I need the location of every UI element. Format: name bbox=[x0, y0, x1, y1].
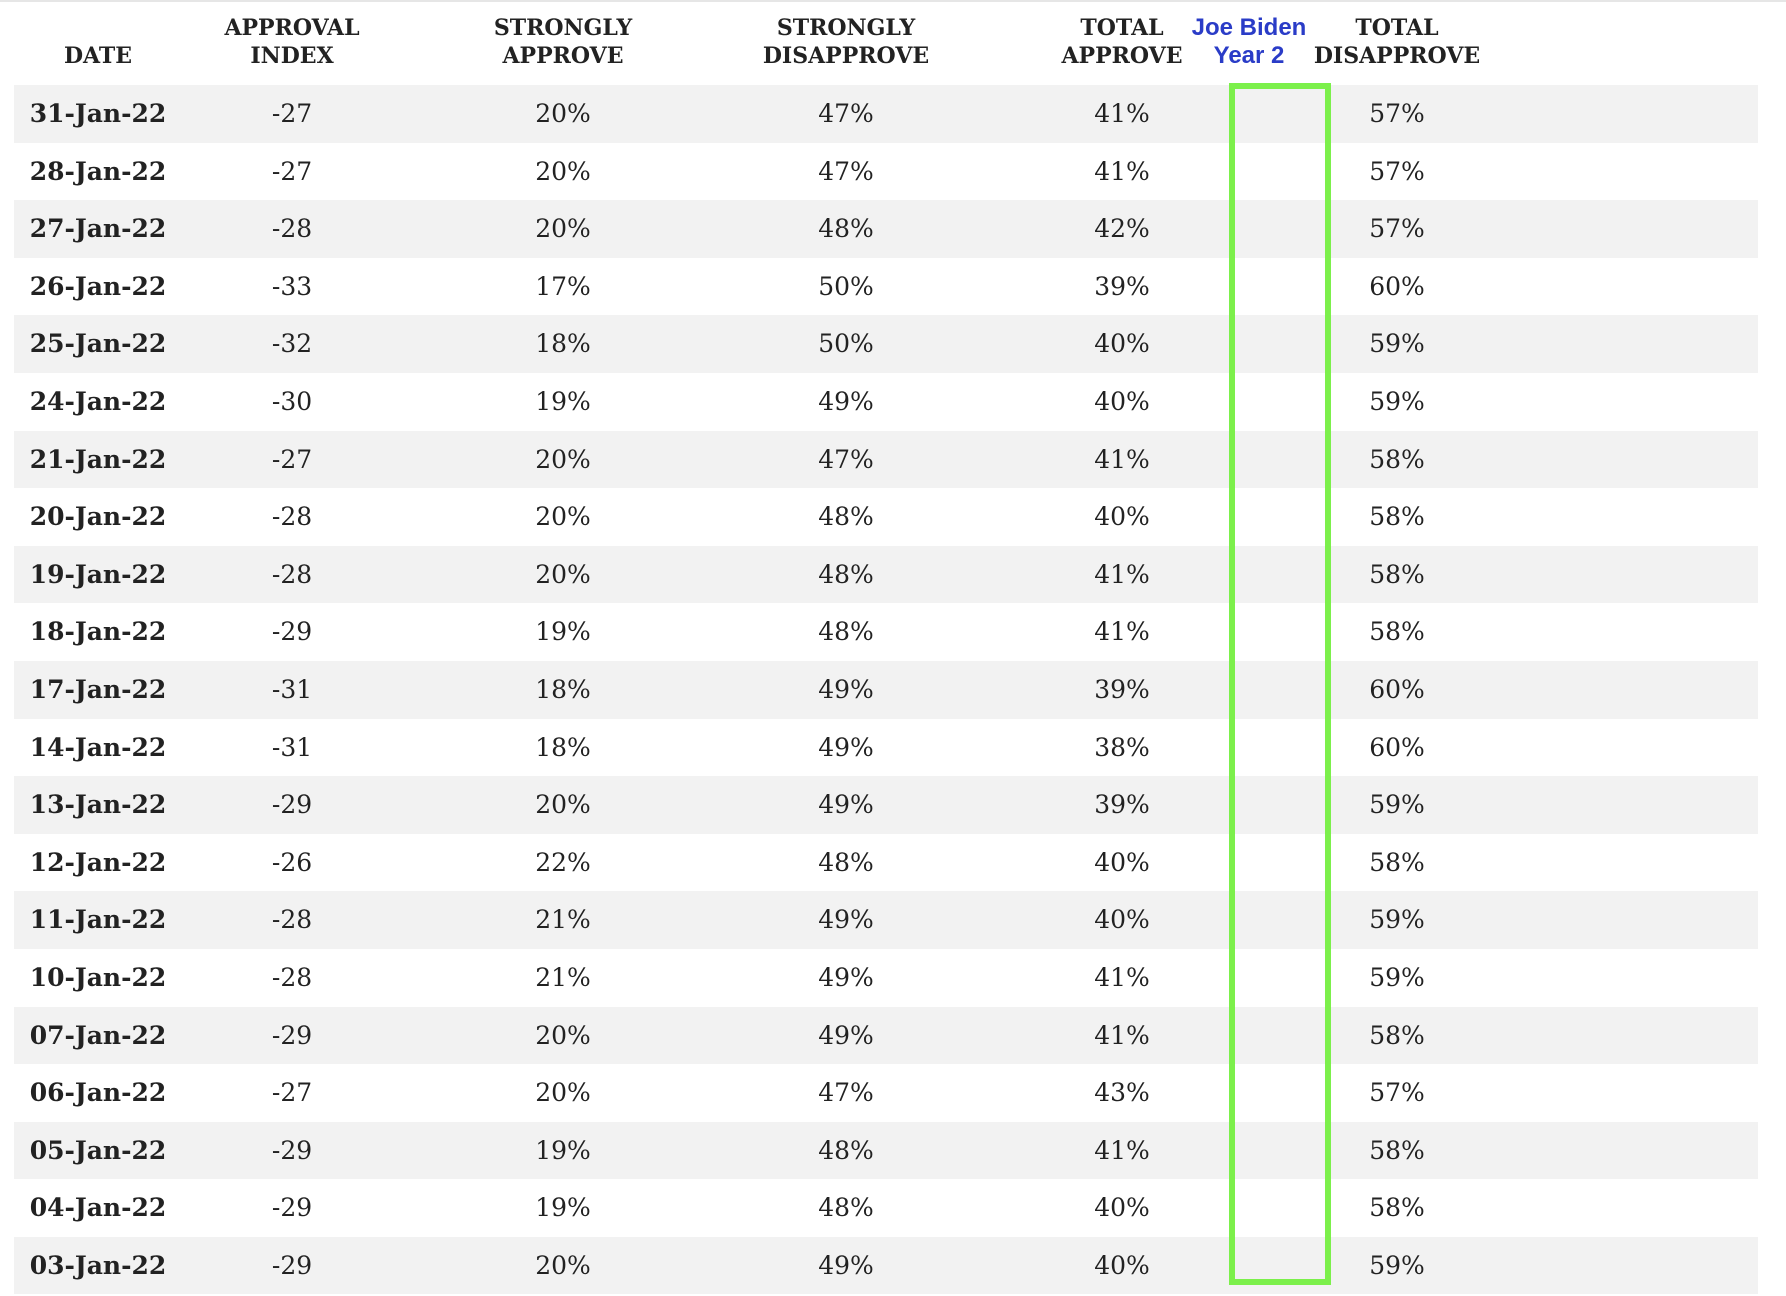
cell-total-approve: 42% bbox=[1094, 214, 1150, 244]
column-header-line: DATE bbox=[63, 43, 133, 69]
cell-date: 13-Jan-22 bbox=[29, 790, 167, 820]
column-header-total-disapprove bbox=[1314, 14, 1480, 70]
column-header-line: STRONGLY bbox=[493, 15, 633, 41]
cell-strongly-approve: 20% bbox=[535, 790, 591, 820]
cell-strongly-disapprove: 48% bbox=[818, 502, 874, 532]
cell-total-disapprove: 58% bbox=[1369, 1020, 1425, 1050]
cell-total-disapprove: 59% bbox=[1369, 1250, 1425, 1280]
cell-strongly-approve: 18% bbox=[535, 674, 591, 704]
cell-index: -26 bbox=[271, 847, 313, 877]
cell-strongly-disapprove: 48% bbox=[818, 1135, 874, 1165]
cell-strongly-disapprove: 48% bbox=[818, 559, 874, 589]
cell-index: -28 bbox=[271, 214, 313, 244]
cell-index: -33 bbox=[271, 271, 313, 301]
cell-strongly-disapprove: 48% bbox=[818, 1193, 874, 1223]
table-row bbox=[14, 603, 1758, 661]
cell-strongly-disapprove: 49% bbox=[818, 962, 874, 992]
cell-date: 04-Jan-22 bbox=[29, 1193, 167, 1223]
cell-strongly-disapprove: 49% bbox=[818, 1020, 874, 1050]
cell-index: -28 bbox=[271, 962, 313, 992]
cell-total-disapprove: 59% bbox=[1369, 905, 1425, 935]
cell-total-approve: 40% bbox=[1094, 386, 1150, 416]
table-row bbox=[14, 1179, 1758, 1237]
cell-strongly-disapprove: 50% bbox=[818, 271, 874, 301]
cell-strongly-disapprove: 49% bbox=[818, 732, 874, 762]
cell-total-disapprove: 57% bbox=[1369, 1078, 1425, 1108]
cell-index: -27 bbox=[271, 1078, 313, 1108]
column-header-index bbox=[224, 14, 359, 70]
cell-index: -31 bbox=[271, 732, 313, 762]
table-row bbox=[14, 488, 1758, 546]
cell-strongly-disapprove: 48% bbox=[818, 847, 874, 877]
cell-total-disapprove: 58% bbox=[1369, 617, 1425, 647]
cell-date: 06-Jan-22 bbox=[29, 1078, 167, 1108]
table-row bbox=[14, 373, 1758, 431]
cell-total-approve: 41% bbox=[1094, 1135, 1150, 1165]
cell-strongly-disapprove: 47% bbox=[818, 1078, 874, 1108]
cell-total-disapprove: 57% bbox=[1369, 99, 1425, 128]
cell-total-disapprove: 60% bbox=[1369, 732, 1425, 762]
table-body bbox=[14, 85, 1758, 1294]
cell-strongly-approve: 19% bbox=[535, 1135, 591, 1165]
table-row bbox=[14, 834, 1758, 892]
cell-strongly-approve: 19% bbox=[535, 386, 591, 416]
table-row bbox=[14, 315, 1758, 373]
cell-strongly-disapprove: 50% bbox=[818, 329, 874, 359]
cell-date: 27-Jan-22 bbox=[29, 214, 167, 244]
column-header-line: Year 2 bbox=[1213, 42, 1285, 69]
cell-strongly-approve: 19% bbox=[535, 617, 591, 647]
cell-strongly-disapprove: 49% bbox=[818, 674, 874, 704]
cell-index: -27 bbox=[271, 99, 313, 128]
cell-total-approve: 38% bbox=[1094, 732, 1150, 762]
cell-date: 28-Jan-22 bbox=[29, 156, 167, 186]
cell-date: 03-Jan-22 bbox=[29, 1250, 167, 1280]
column-header-strongly-disapprove bbox=[763, 14, 929, 70]
cell-date: 17-Jan-22 bbox=[29, 674, 167, 704]
cell-date: 14-Jan-22 bbox=[29, 732, 167, 762]
cell-total-approve: 41% bbox=[1094, 962, 1150, 992]
column-header-line: TOTAL bbox=[1080, 15, 1164, 41]
cell-total-disapprove: 58% bbox=[1369, 1135, 1425, 1165]
cell-date: 18-Jan-22 bbox=[29, 617, 167, 647]
cell-strongly-disapprove: 49% bbox=[818, 386, 874, 416]
cell-date: 24-Jan-22 bbox=[29, 386, 167, 416]
cell-strongly-approve: 17% bbox=[535, 271, 591, 301]
cell-total-disapprove: 58% bbox=[1369, 847, 1425, 877]
cell-index: -29 bbox=[271, 1020, 313, 1050]
cell-strongly-disapprove: 48% bbox=[818, 617, 874, 647]
cell-date: 05-Jan-22 bbox=[29, 1135, 167, 1165]
cell-strongly-disapprove: 49% bbox=[818, 790, 874, 820]
cell-strongly-disapprove: 49% bbox=[818, 905, 874, 935]
cell-total-disapprove: 60% bbox=[1369, 674, 1425, 704]
cell-index: -28 bbox=[271, 559, 313, 589]
cell-total-approve: 41% bbox=[1094, 444, 1150, 474]
cell-strongly-approve: 20% bbox=[535, 1020, 591, 1050]
column-header-brand[interactable] bbox=[1192, 14, 1307, 70]
cell-strongly-approve: 20% bbox=[535, 1250, 591, 1280]
column-header-line: Joe Biden bbox=[1191, 14, 1307, 41]
table-row bbox=[14, 1064, 1758, 1122]
cell-strongly-approve: 20% bbox=[535, 444, 591, 474]
cell-total-disapprove: 59% bbox=[1369, 329, 1425, 359]
column-header-line: APPROVE bbox=[1061, 43, 1183, 69]
cell-strongly-approve: 20% bbox=[535, 502, 591, 532]
column-header-line: APPROVE bbox=[502, 43, 624, 69]
table-row bbox=[14, 85, 1758, 143]
table-row bbox=[14, 776, 1758, 834]
column-header-line: DISAPPROVE bbox=[1313, 43, 1481, 69]
table-row bbox=[14, 1007, 1758, 1065]
cell-index: -29 bbox=[271, 1250, 313, 1280]
cell-strongly-approve: 21% bbox=[535, 905, 591, 935]
cell-total-approve: 41% bbox=[1094, 617, 1150, 647]
cell-index: -27 bbox=[271, 156, 313, 186]
cell-total-approve: 40% bbox=[1094, 905, 1150, 935]
cell-total-approve: 39% bbox=[1094, 674, 1150, 704]
cell-index: -29 bbox=[271, 617, 313, 647]
cell-total-approve: 41% bbox=[1094, 559, 1150, 589]
cell-index: -31 bbox=[271, 674, 313, 704]
column-header-total-approve bbox=[1061, 14, 1182, 70]
cell-total-approve: 40% bbox=[1094, 847, 1150, 877]
cell-date: 25-Jan-22 bbox=[29, 329, 167, 359]
table-header bbox=[14, 2, 1758, 84]
cell-total-approve: 40% bbox=[1094, 329, 1150, 359]
cell-strongly-approve: 18% bbox=[535, 329, 591, 359]
cell-date: 31-Jan-22 bbox=[29, 99, 167, 128]
cell-strongly-disapprove: 47% bbox=[818, 156, 874, 186]
table-row bbox=[14, 431, 1758, 489]
cell-index: -30 bbox=[271, 386, 313, 416]
cell-date: 21-Jan-22 bbox=[29, 444, 167, 474]
cell-strongly-approve: 18% bbox=[535, 732, 591, 762]
cell-date: 10-Jan-22 bbox=[29, 962, 167, 992]
cell-index: -32 bbox=[271, 329, 313, 359]
table-row bbox=[14, 1122, 1758, 1180]
cell-total-approve: 41% bbox=[1094, 156, 1150, 186]
cell-index: -29 bbox=[271, 1193, 313, 1223]
table-row bbox=[14, 200, 1758, 258]
cell-total-disapprove: 58% bbox=[1369, 502, 1425, 532]
cell-total-disapprove: 58% bbox=[1369, 559, 1425, 589]
cell-index: -29 bbox=[271, 1135, 313, 1165]
table-row bbox=[14, 143, 1758, 201]
table-row bbox=[14, 258, 1758, 316]
table-row bbox=[14, 546, 1758, 604]
cell-total-disapprove: 59% bbox=[1369, 790, 1425, 820]
table-row bbox=[14, 1237, 1758, 1295]
cell-total-disapprove: 59% bbox=[1369, 962, 1425, 992]
table-row bbox=[14, 661, 1758, 719]
column-header-strongly-approve bbox=[494, 14, 632, 70]
cell-total-approve: 40% bbox=[1094, 1250, 1150, 1280]
cell-strongly-approve: 20% bbox=[535, 559, 591, 589]
column-header-line: STRONGLY bbox=[776, 15, 916, 41]
cell-total-disapprove: 57% bbox=[1369, 214, 1425, 244]
column-header-date bbox=[64, 42, 132, 70]
cell-index: -29 bbox=[271, 790, 313, 820]
cell-strongly-approve: 20% bbox=[535, 99, 591, 128]
cell-total-approve: 41% bbox=[1094, 99, 1150, 128]
column-header-line: DISAPPROVE bbox=[762, 43, 930, 69]
cell-strongly-approve: 20% bbox=[535, 1078, 591, 1108]
column-header-line: TOTAL bbox=[1355, 15, 1439, 41]
cell-strongly-disapprove: 49% bbox=[818, 1250, 874, 1280]
cell-date: 19-Jan-22 bbox=[29, 559, 167, 589]
cell-strongly-approve: 19% bbox=[535, 1193, 591, 1223]
cell-date: 20-Jan-22 bbox=[29, 502, 167, 532]
cell-total-disapprove: 57% bbox=[1369, 156, 1425, 186]
table-row bbox=[14, 891, 1758, 949]
cell-index: -28 bbox=[271, 905, 313, 935]
cell-total-approve: 41% bbox=[1094, 1020, 1150, 1050]
cell-total-approve: 40% bbox=[1094, 502, 1150, 532]
cell-total-disapprove: 60% bbox=[1369, 271, 1425, 301]
cell-strongly-approve: 22% bbox=[535, 847, 591, 877]
cell-strongly-disapprove: 47% bbox=[818, 444, 874, 474]
cell-index: -27 bbox=[271, 444, 313, 474]
cell-total-disapprove: 58% bbox=[1369, 1193, 1425, 1223]
table-row bbox=[14, 719, 1758, 777]
cell-strongly-approve: 20% bbox=[535, 214, 591, 244]
cell-date: 07-Jan-22 bbox=[29, 1020, 167, 1050]
cell-strongly-approve: 20% bbox=[535, 156, 591, 186]
cell-strongly-disapprove: 47% bbox=[818, 99, 874, 128]
cell-date: 26-Jan-22 bbox=[29, 271, 167, 301]
column-header-line: INDEX bbox=[250, 43, 334, 69]
cell-strongly-approve: 21% bbox=[535, 962, 591, 992]
table-row bbox=[14, 949, 1758, 1007]
cell-total-approve: 39% bbox=[1094, 271, 1150, 301]
column-header-line: APPROVAL bbox=[224, 15, 360, 41]
cell-total-approve: 39% bbox=[1094, 790, 1150, 820]
cell-total-disapprove: 59% bbox=[1369, 386, 1425, 416]
cell-total-disapprove: 58% bbox=[1369, 444, 1425, 474]
cell-total-approve: 40% bbox=[1094, 1193, 1150, 1223]
cell-date: 12-Jan-22 bbox=[29, 847, 167, 877]
cell-total-approve: 43% bbox=[1094, 1078, 1150, 1108]
cell-index: -28 bbox=[271, 502, 313, 532]
cell-strongly-disapprove: 48% bbox=[818, 214, 874, 244]
cell-date: 11-Jan-22 bbox=[29, 905, 167, 935]
